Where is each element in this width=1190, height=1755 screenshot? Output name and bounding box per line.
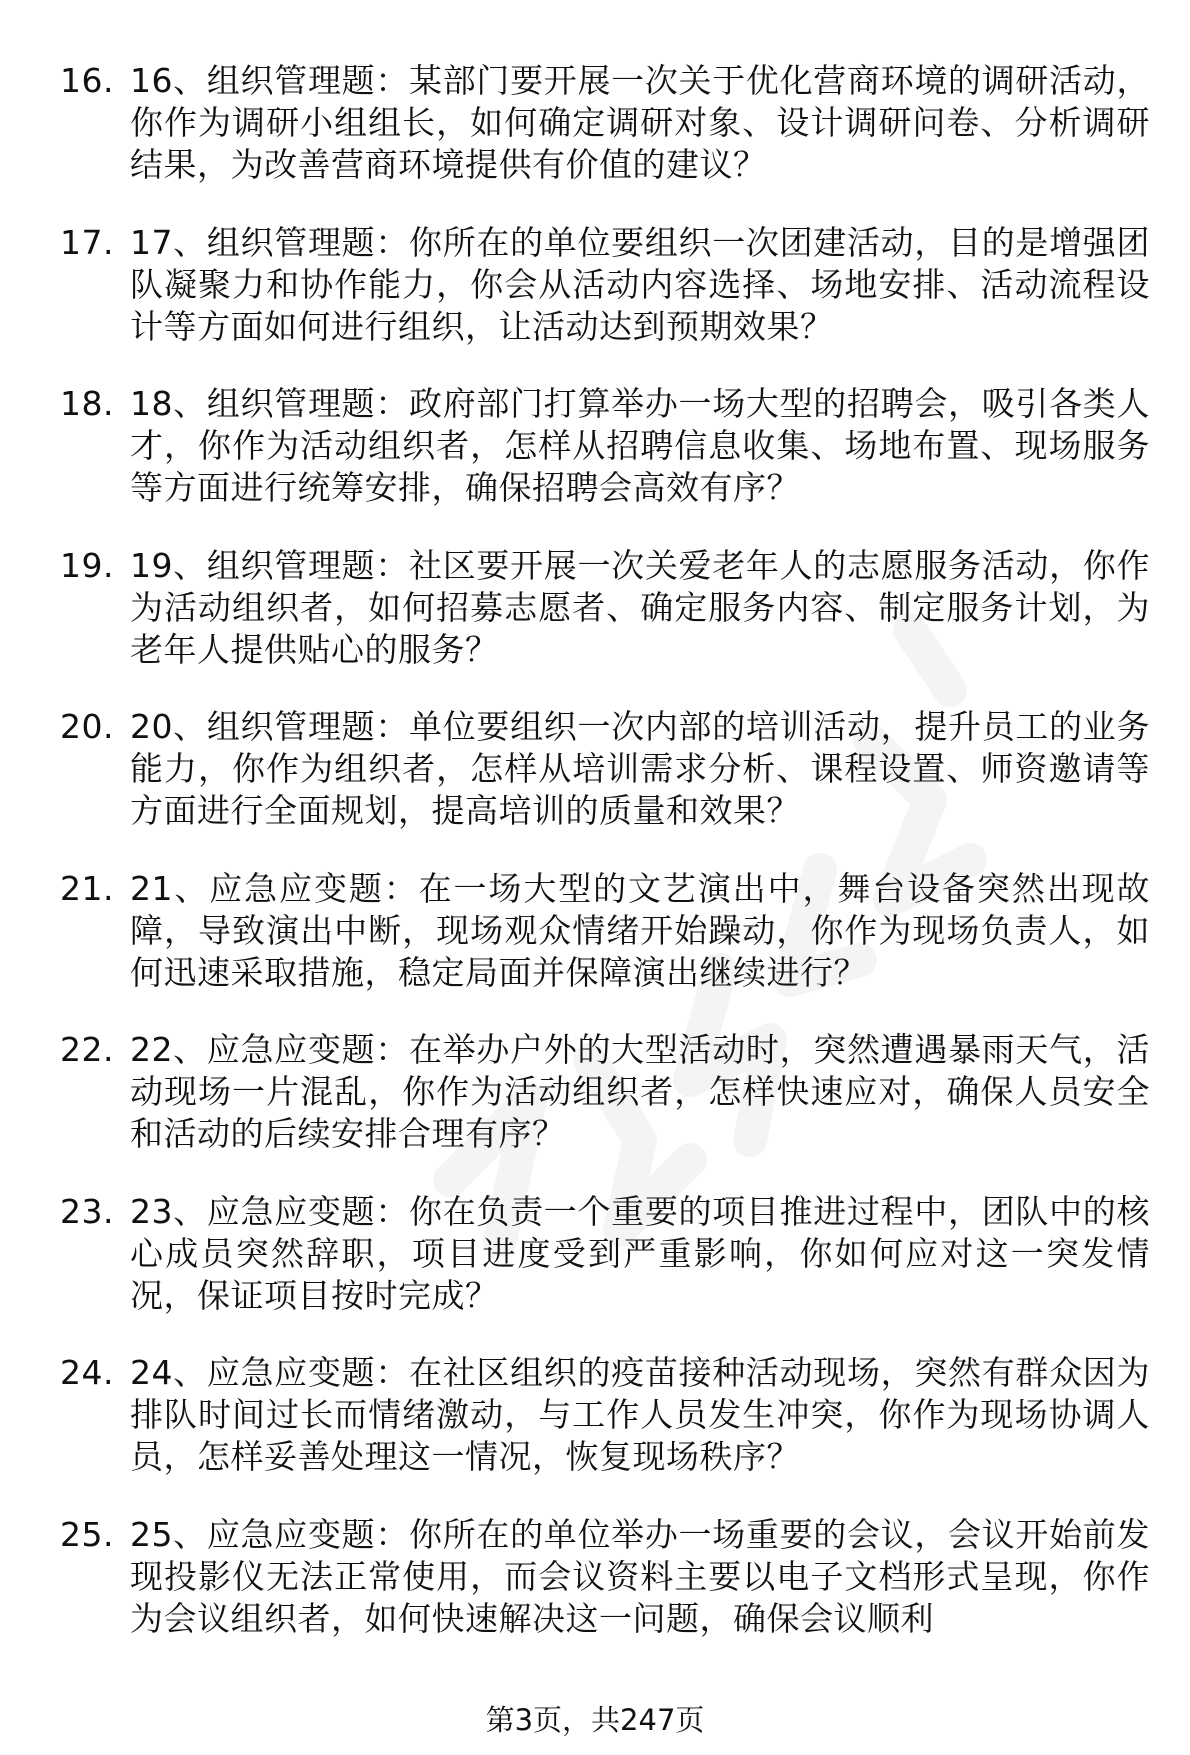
question-text: 21、应急应变题：在一场大型的文艺演出中，舞台设备突然出现故障，导致演出中断，现场观众情绪开始躁动，你作为现场负责人，如何迅速采取措施，稳定局面并保障演出继续进行？ xyxy=(130,868,1150,992)
question-item-20 xyxy=(0,706,1190,832)
question-text: 19、组织管理题：社区要开展一次关爱老年人的志愿服务活动，你作为活动组织者，如何招募志愿者、确定服务内容、制定服务计划，为老年人提供贴心的服务？ xyxy=(130,545,1150,669)
question-item-18 xyxy=(0,383,1190,509)
question-item-16 xyxy=(0,60,1190,186)
question-number: 18. xyxy=(60,384,114,423)
question-number: 19. xyxy=(60,545,114,585)
question-number: 17. xyxy=(60,222,114,262)
page-number-footer: 第3页，共247页 xyxy=(485,1703,705,1737)
question-item-19 xyxy=(0,545,1190,671)
question-item-22 xyxy=(0,1029,1190,1155)
question-item-24 xyxy=(0,1352,1190,1478)
question-number: 24. xyxy=(60,1353,114,1392)
question-number: 16. xyxy=(60,61,114,100)
question-item-21 xyxy=(0,868,1190,994)
question-text: 16、组织管理题：某部门要开展一次关于优化营商环境的调研活动，你作为调研小组组长，如何确定调研对象、设计调研问卷、分析调研结果，为改善营商环境提供有价值的建议？ xyxy=(130,61,1150,184)
question-item-17 xyxy=(0,222,1190,348)
question-text: 22、应急应变题：在举办户外的大型活动时，突然遭遇暴雨天气，活动现场一片混乱，你作为活动组织者，怎样快速应对，确保人员安全和活动的后续安排合理有序？ xyxy=(130,1030,1150,1153)
question-text: 24、应急应变题：在社区组织的疫苗接种活动现场，突然有群众因为排队时间过长而情绪激动，与工作人员发生冲突，你作为现场协调人员，怎样妥善处理这一情况，恢复现场秩序？ xyxy=(130,1353,1150,1476)
question-item-25 xyxy=(0,1514,1190,1640)
question-item-23 xyxy=(0,1191,1190,1317)
question-number: 23. xyxy=(60,1191,114,1231)
question-number: 20. xyxy=(60,707,114,746)
question-text: 23、应急应变题：你在负责一个重要的项目推进过程中，团队中的核心成员突然辞职，项目进度受到严重影响，你如何应对这一突发情况，保证项目按时完成？ xyxy=(130,1191,1150,1315)
question-number: 21. xyxy=(60,868,114,908)
question-number: 25. xyxy=(60,1514,114,1554)
question-number: 22. xyxy=(60,1030,114,1069)
question-text: 20、组织管理题：单位要组织一次内部的培训活动，提升员工的业务能力，你作为组织者，怎样从培训需求分析、课程设置、师资邀请等方面进行全面规划，提高培训的质量和效果？ xyxy=(130,707,1150,830)
question-text: 25、应急应变题：你所在的单位举办一场重要的会议，会议开始前发现投影仪无法正常使用，而会议资料主要以电子文档形式呈现，你作为会议组织者，如何快速解决这一问题，确保会议顺利 xyxy=(130,1514,1150,1638)
question-list xyxy=(0,60,1190,1675)
question-text: 18、组织管理题：政府部门打算举办一场大型的招聘会，吸引各类人才，你作为活动组织者，怎样从招聘信息收集、场地布置、现场服务等方面进行统筹安排，确保招聘会高效有序？ xyxy=(130,384,1150,507)
question-text: 17、组织管理题：你所在的单位要组织一次团建活动，目的是增强团队凝聚力和协作能力，你会从活动内容选择、场地安排、活动流程设计等方面如何进行组织，让活动达到预期效果？ xyxy=(130,222,1150,346)
